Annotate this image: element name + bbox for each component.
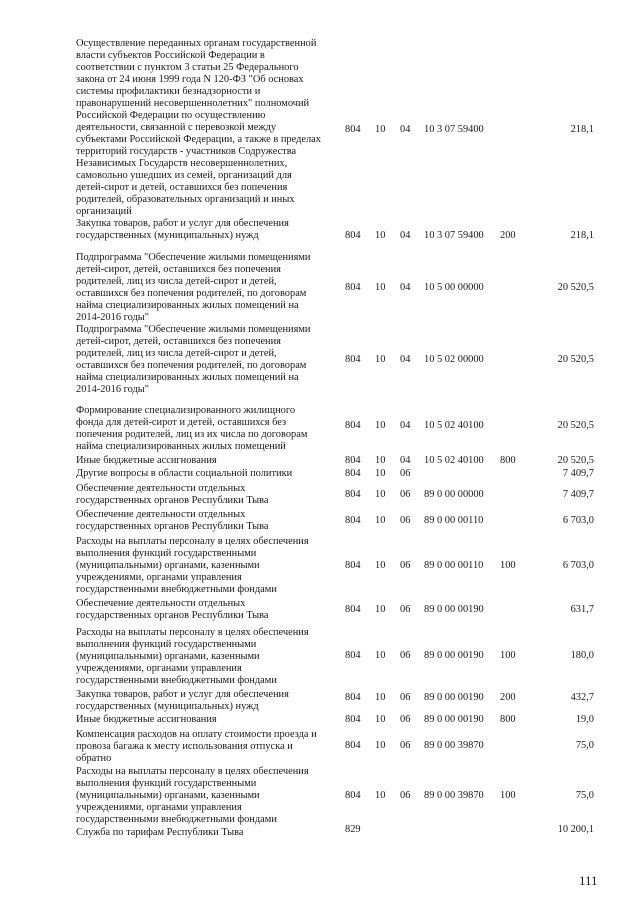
row-description: Компенсация расходов на оплату стоимости проезда и провоза багажа к месту использования отпуска и обратно: [76, 729, 317, 764]
amount: 20 520,5: [557, 282, 594, 293]
row-description: Иные бюджетные ассигнования: [76, 714, 217, 725]
expense-type-code: 200: [500, 230, 516, 241]
row-description: Обеспечение деятельности отдельных государственных органов Республики Тыва: [76, 598, 269, 621]
row-description: Расходы на выплаты персоналу в целях обеспечения выполнения функций государственными (муниципальными) органами, казенными учреждениями, органами управления государственными внебюджетными фондами: [76, 627, 309, 686]
ministry-code: 804: [345, 714, 361, 725]
ministry-code: 804: [345, 354, 361, 365]
subsection-code: 06: [400, 489, 411, 500]
row-description: Обеспечение деятельности отдельных государственных органов Республики Тыва: [76, 483, 269, 506]
target-article-code: 10 5 00 00000: [424, 282, 484, 293]
target-article-code: 89 0 00 00110: [424, 560, 484, 571]
target-article-code: 89 0 00 00190: [424, 692, 484, 703]
section-code: 10: [375, 714, 386, 725]
subsection-code: 04: [400, 230, 411, 241]
row-description: Расходы на выплаты персоналу в целях обеспечения выполнения функций государственными (муниципальными) органами, казенными учреждениями, органами управления государственными внебюджетными фондами: [76, 766, 309, 825]
section-code: 10: [375, 790, 386, 801]
row-description: Подпрограмма "Обеспечение жилыми помещениями детей-сирот, детей, оставшихся без попечения родителей, лиц из числа детей-сирот и детей, оставшихся без попечения родителей, по договорам найма специализированных жилых помещений на 2014-2016 годы": [76, 324, 311, 395]
subsection-code: 06: [400, 515, 411, 526]
subsection-code: 04: [400, 420, 411, 431]
ministry-code: 804: [345, 420, 361, 431]
section-code: 10: [375, 124, 386, 135]
ministry-code: 804: [345, 740, 361, 751]
section-code: 10: [375, 740, 386, 751]
section-code: 10: [375, 515, 386, 526]
subsection-code: 04: [400, 455, 411, 466]
subsection-code: 04: [400, 354, 411, 365]
section-code: 10: [375, 354, 386, 365]
section-code: 10: [375, 604, 386, 615]
expense-type-code: 200: [500, 692, 516, 703]
amount: 180,0: [570, 650, 594, 661]
amount: 7 409,7: [562, 468, 594, 479]
section-code: 10: [375, 650, 386, 661]
ministry-code: 804: [345, 230, 361, 241]
row-description: Закупка товаров, работ и услуг для обеспечения государственных (муниципальных) нужд: [76, 689, 289, 712]
section-code: 10: [375, 230, 386, 241]
row-description: Служба по тарифам Республики Тыва: [76, 827, 244, 838]
row-description: Иные бюджетные ассигнования: [76, 455, 217, 466]
section-code: 10: [375, 692, 386, 703]
ministry-code: 804: [345, 282, 361, 293]
amount: 432,7: [570, 692, 594, 703]
page-number: 111: [579, 873, 598, 888]
amount: 6 703,0: [562, 515, 594, 526]
section-code: 10: [375, 560, 386, 571]
target-article-code: 89 0 00 39870: [424, 790, 484, 801]
subsection-code: 04: [400, 282, 411, 293]
amount: 75,0: [575, 790, 594, 801]
amount: 218,1: [570, 230, 594, 241]
section-code: 10: [375, 489, 386, 500]
target-article-code: 89 0 00 00110: [424, 515, 484, 526]
subsection-code: 06: [400, 604, 411, 615]
target-article-code: 10 3 07 59400: [424, 230, 484, 241]
subsection-code: 04: [400, 124, 411, 135]
target-article-code: 89 0 00 00190: [424, 604, 484, 615]
amount: 19,0: [575, 714, 594, 725]
target-article-code: 89 0 00 00190: [424, 650, 484, 661]
row-description: Обеспечение деятельности отдельных государственных органов Республики Тыва: [76, 509, 269, 532]
amount: 6 703,0: [562, 560, 594, 571]
target-article-code: 10 5 02 40100: [424, 420, 484, 431]
subsection-code: 06: [400, 790, 411, 801]
row-description: Другие вопросы в области социальной политики: [76, 468, 293, 479]
ministry-code: 804: [345, 790, 361, 801]
subsection-code: 06: [400, 692, 411, 703]
ministry-code: 804: [345, 515, 361, 526]
ministry-code: 804: [345, 604, 361, 615]
ministry-code: 804: [345, 560, 361, 571]
subsection-code: 06: [400, 714, 411, 725]
amount: 631,7: [570, 604, 594, 615]
amount: 218,1: [570, 124, 594, 135]
ministry-code: 829: [345, 824, 361, 835]
row-description: Расходы на выплаты персоналу в целях обеспечения выполнения функций государственными (муниципальными) органами, казенными учреждениями, органами управления государственными внебюджетными фондами: [76, 536, 309, 595]
expense-type-code: 800: [500, 455, 516, 466]
row-description: Подпрограмма "Обеспечение жилыми помещениями детей-сирот, детей, оставшихся без попечения родителей, лиц из числа детей-сирот и детей, оставшихся без попечения родителей, по договорам найма специализированных жилых помещений на 2014-2016 годы": [76, 252, 311, 323]
amount: 20 520,5: [557, 354, 594, 365]
subsection-code: 06: [400, 650, 411, 661]
expense-type-code: 100: [500, 560, 516, 571]
target-article-code: 89 0 00 00190: [424, 714, 484, 725]
target-article-code: 10 5 02 00000: [424, 354, 484, 365]
amount: 20 520,5: [557, 420, 594, 431]
subsection-code: 06: [400, 740, 411, 751]
section-code: 10: [375, 282, 386, 293]
target-article-code: 10 3 07 59400: [424, 124, 484, 135]
ministry-code: 804: [345, 468, 361, 479]
subsection-code: 06: [400, 560, 411, 571]
target-article-code: 89 0 00 00000: [424, 489, 484, 500]
amount: 20 520,5: [557, 455, 594, 466]
expense-type-code: 800: [500, 714, 516, 725]
ministry-code: 804: [345, 650, 361, 661]
amount: 10 200,1: [557, 824, 594, 835]
section-code: 10: [375, 455, 386, 466]
expense-type-code: 100: [500, 650, 516, 661]
target-article-code: 10 5 02 40100: [424, 455, 484, 466]
row-description: Формирование специализированного жилищного фонда для детей-сирот и детей, оставшихся без попечения родителей, лиц из их числа по договорам найма специализированных жилых помещений: [76, 405, 308, 452]
expense-type-code: 100: [500, 790, 516, 801]
row-description: Осуществление переданных органам государственной власти субъектов Российской Федерации в соответствии с пунктом 3 статьи 25 Федерального закона от 24 июня 1999 года N 120-ФЗ "Об основах системы профилактики безнадзорности и правонарушений несовершеннолетних" полномочий Российской Федерации по осуществлению деятельности, связанной с перевозкой между субъектами Российской Федерации, а также в пределах территорий государств - участников Содружества Независимых Государств несовершеннолетних, самовольно ушедших из семей, организаций для детей-сирот и детей, оставшихся без попечения родителей, образовательных организаций и иных организаций: [76, 38, 321, 217]
ministry-code: 804: [345, 692, 361, 703]
row-description: Закупка товаров, работ и услуг для обеспечения государственных (муниципальных) нужд: [76, 218, 289, 241]
ministry-code: 804: [345, 124, 361, 135]
target-article-code: 89 0 00 39870: [424, 740, 484, 751]
amount: 7 409,7: [562, 489, 594, 500]
subsection-code: 06: [400, 468, 411, 479]
amount: 75,0: [575, 740, 594, 751]
ministry-code: 804: [345, 455, 361, 466]
section-code: 10: [375, 420, 386, 431]
section-code: 10: [375, 468, 386, 479]
ministry-code: 804: [345, 489, 361, 500]
